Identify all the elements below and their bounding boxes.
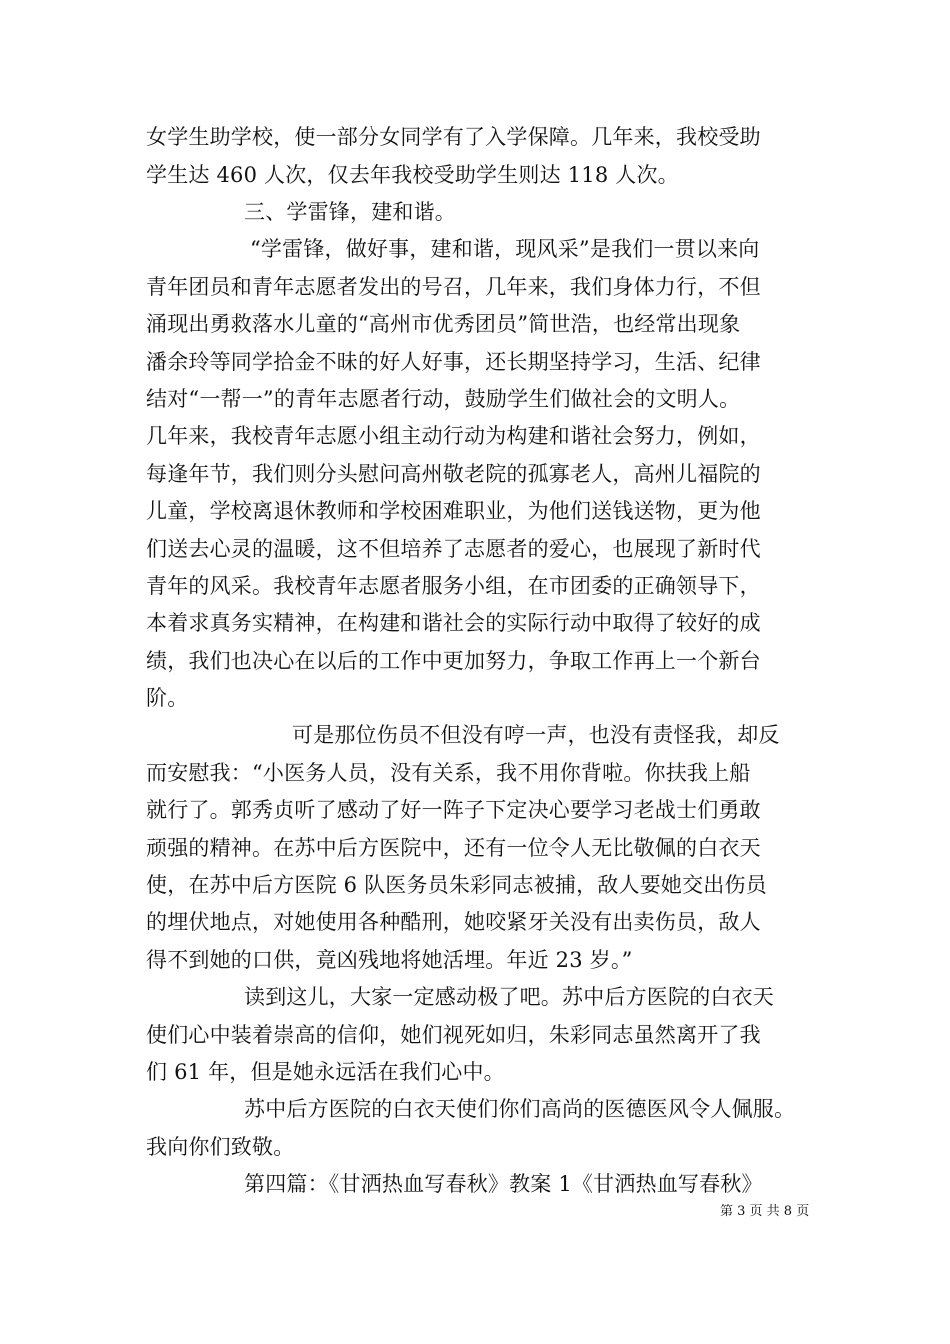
text-line: 苏中后方医院的白衣天使们你们高尚的医德医风令人佩服。 [244,1097,796,1121]
text-line: 结对“一帮一”的青年志愿者行动，鼓励学生们做社会的文明人。 [146,387,741,411]
text-line: “学雷锋，做好事，建和谐，现风采”是我们一贯以来向 [250,237,760,261]
text-line: 我向你们致敬。 [146,1135,295,1159]
text-line: 阶。 [146,686,189,710]
text-line: 们送去心灵的温暖，这不但培养了志愿者的爱心，也展现了新时代 [146,537,761,561]
text-line: 潘余玲等同学拾金不昧的好人好事，还长期坚持学习，生活、纪律 [146,350,761,374]
text-line: 读到这儿，大家一定感动极了吧。苏中后方医院的白衣天 [244,985,774,1009]
text-line: 顽强的精神。在苏中后方医院中，还有一位令人无比敬佩的白衣天 [146,836,761,860]
section-heading: 三、学雷锋，建和谐。 [244,200,456,224]
text-line: 们 61 年，但是她永远活在我们心中。 [146,1060,505,1084]
text-line: 可是那位伤员不但没有哼一声，也没有责怪我，却反 [292,723,780,747]
text-line: 的埋伏地点，对她使用各种酷刑，她咬紧牙关没有出卖伤员，敌人 [146,910,761,934]
text-line: 本着求真务实精神，在构建和谐社会的实际行动中取得了较好的成 [146,611,761,635]
text-line: 使，在苏中后方医院 6 队医务员朱彩同志被捕，敌人要她交出伤员 [146,873,767,897]
text-line: 女学生助学校，使一部分女同学有了入学保障。几年来，我校受助 [146,125,761,149]
text-line: 每逢年节，我们则分头慰问高州敬老院的孤寡老人，高州儿福院的 [146,462,761,486]
text-line: 而安慰我：“小医务人员，没有关系，我不用你背啦。你扶我上船 [146,761,751,785]
text-line: 儿童，学校离退休教师和学校困难职业，为他们送钱送物，更为他 [146,499,761,523]
text-line: 得不到她的口供，竟凶残地将她活埋。年近 23 岁。” [146,948,633,972]
page-number-footer: 第 3 页 共 8 页 [720,1204,810,1219]
text-line: 学生达 460 人次，仅去年我校受助学生则达 118 人次。 [146,163,679,187]
text-line: 绩，我们也决心在以后的工作中更加努力，争取工作再上一个新台 [146,649,761,673]
text-line: 涌现出勇救落水儿童的“高州市优秀团员”简世浩，也经常出现象 [146,312,741,336]
chapter-heading: 第四篇：《甘洒热血写春秋》教案 1《甘洒热血写春秋》 [244,1172,763,1196]
text-line: 使们心中装着崇高的信仰，她们视死如归，朱彩同志虽然离开了我 [146,1023,761,1047]
text-line: 就行了。郭秀贞听了感动了好一阵子下定决心要学习老战士们勇敢 [146,798,761,822]
text-line: 青年的风采。我校青年志愿者服务小组，在市团委的正确领导下， [146,574,761,598]
text-line: 几年来，我校青年志愿小组主动行动为构建和谐社会努力，例如， [146,424,761,448]
text-line: 青年团员和青年志愿者发出的号召，几年来，我们身体力行，不但 [146,275,761,299]
